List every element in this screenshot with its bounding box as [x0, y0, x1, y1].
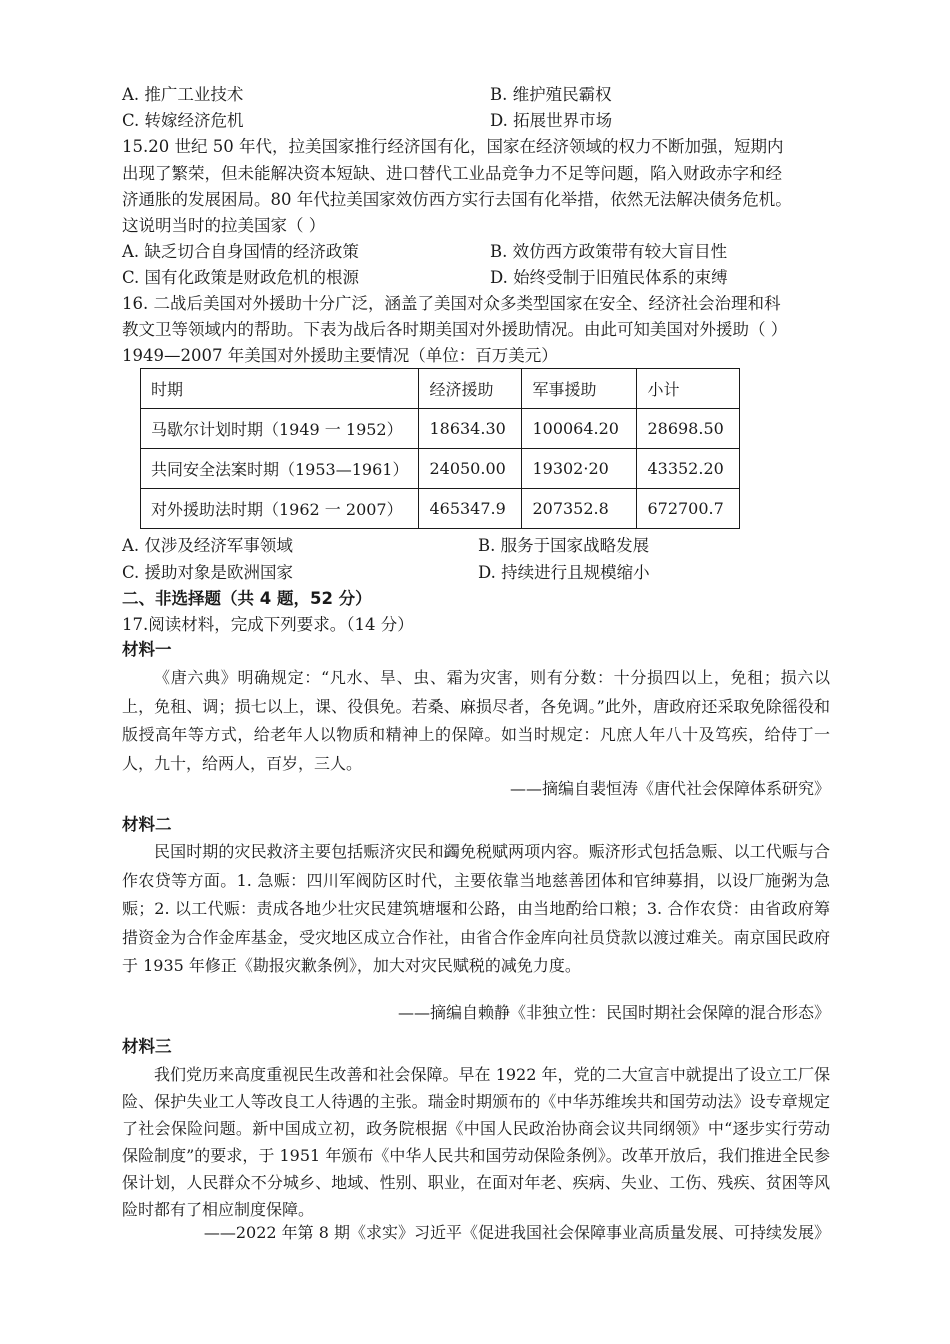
table-cell: 24050.00: [419, 449, 522, 489]
q15-option-d: D. 始终受制于旧殖民体系的束缚: [490, 268, 728, 287]
table-cell: 28698.50: [637, 409, 740, 449]
material-2-source: ——摘编自赖静《非独立性：民国时期社会保障的混合形态》: [397, 1003, 830, 1022]
table-header-cell: 时期: [141, 369, 419, 409]
table-cell: 465347.9: [419, 489, 522, 529]
table-row: [141, 449, 740, 489]
table-header-row: [141, 369, 740, 409]
table-header-cell: 军事援助: [522, 369, 637, 409]
q15-option-b: B. 效仿西方政策带有较大盲目性: [490, 242, 728, 261]
aid-table: [140, 368, 740, 529]
table-cell: 207352.8: [522, 489, 637, 529]
q16-line-1: 16. 二战后美国对外援助十分广泛，涵盖了美国对众多类型国家在安全、经济社会治理和科: [122, 294, 781, 313]
q16-table-caption: 1949—2007 年美国对外援助主要情况（单位：百万美元）: [122, 346, 558, 365]
q16-line-2: 教文卫等领域内的帮助。下表为战后各时期美国对外援助情况。由此可知美国对外援助（ ）: [122, 320, 788, 339]
q14-option-d: D. 拓展世界市场: [490, 111, 613, 130]
q14-option-c: C. 转嫁经济危机: [122, 111, 244, 130]
q15-option-c: C. 国有化政策是财政危机的根源: [122, 268, 360, 287]
material-3-source: ——2022 年第 8 期《求实》习近平《促进我国社会保障事业高质量发展、可持续发展》: [203, 1223, 830, 1242]
q16-option-b: B. 服务于国家战略发展: [478, 536, 650, 555]
q16-option-c: C. 援助对象是欧洲国家: [122, 563, 294, 582]
q14-option-a: A. 推广工业技术: [122, 85, 244, 104]
section-heading: 二、非选择题（共 4 题，52 分）: [122, 589, 372, 608]
material-2-title: 材料二: [122, 815, 172, 834]
material-3-title: 材料三: [122, 1037, 172, 1056]
table-cell: 18634.30: [419, 409, 522, 449]
table-cell: 19302·20: [522, 449, 637, 489]
table-cell: 对外援助法时期（1962 一 2007）: [141, 489, 419, 529]
table-header-cell: 小计: [637, 369, 740, 409]
material-1-source: ——摘编自裴恒涛《唐代社会保障体系研究》: [509, 779, 830, 798]
table-cell: 43352.20: [637, 449, 740, 489]
table-row: [141, 409, 740, 449]
table-cell: 马歇尔计划时期（1949 一 1952）: [141, 409, 419, 449]
material-1-text: 《唐六典》明确规定：“凡水、旱、虫、霜为灾害，则有分数：十分损四以上，免租；损六以上，免租、调；损七以上，课、役俱免。若桑、麻损尽者，各免调。”此外，唐政府还采取免除徭役和版授高年等方式，给老年人以物质和精神上的保障。如当时规定：凡庶人年八十及笃疾，给侍丁一人，九十，给两人，百岁，三人。: [122, 668, 830, 773]
q15-line-1: 15.20 世纪 50 年代，拉美国家推行经济国有化，国家在经济领域的权力不断加强，短期内: [122, 137, 784, 156]
q15-option-a: A. 缺乏切合自身国情的经济政策: [122, 242, 359, 261]
material-1-title: 材料一: [122, 640, 172, 659]
table-cell: 672700.7: [637, 489, 740, 529]
table-cell: 100064.20: [522, 409, 637, 449]
q15-line-2: 出现了繁荣，但未能解决资本短缺、进口替代工业品竞争力不足等问题，陷入财政赤字和经: [122, 164, 782, 183]
q14-option-b: B. 维护殖民霸权: [490, 85, 612, 104]
table-cell: 共同安全法案时期（1953—1961）: [141, 449, 419, 489]
material-2-text: 民国时期的灾民救济主要包括赈济灾民和蠲免税赋两项内容。赈济形式包括急赈、以工代赈与合作农贷等方面。1. 急赈：四川军阀防区时代，主要依靠当地慈善团体和官绅募捐，以设厂施粥为急赈；2. 以工代赈：责成各地少壮灾民建筑塘堰和公路，由当地酌给口粮；3. 合作农贷：由省政府筹措资金为合作金库基金，受灾地区成立合作社，由省合作金库向社员贷款以渡过难关。南京国民政府于 1935 年修正《勘报灾歉条例》，加大对灾民赋税的减免力度。: [122, 842, 830, 975]
q15-line-4: 这说明当时的拉美国家（ ）: [122, 216, 326, 235]
table-header-cell: 经济援助: [419, 369, 522, 409]
q16-option-d: D. 持续进行且规模缩小: [478, 563, 650, 582]
table-row: [141, 489, 740, 529]
q16-option-a: A. 仅涉及经济军事领域: [122, 536, 293, 555]
q17-prompt: 17.阅读材料，完成下列要求。（14 分）: [122, 615, 414, 634]
material-3-text: 我们党历来高度重视民生改善和社会保障。早在 1922 年，党的二大宣言中就提出了设立工厂保险、保护失业工人等改良工人待遇的主张。瑞金时期颁布的《中华苏维埃共和国劳动法》设专章规定了社会保险问题。新中国成立初，政务院根据《中国人民政治协商会议共同纲领》中“逐步实行劳动保险制度”的要求，于 1951 年颁布《中华人民共和国劳动保险条例》。改革开放后，我们推进全民参保计划，人民群众不分城乡、地域、性别、职业，在面对年老、疾病、失业、工伤、残疾、贫困等风险时都有了相应制度保障。: [122, 1065, 830, 1219]
q15-line-3: 济通胀的发展困局。80 年代拉美国家效仿西方实行去国有化举措，依然无法解决债务危机。: [122, 190, 792, 209]
